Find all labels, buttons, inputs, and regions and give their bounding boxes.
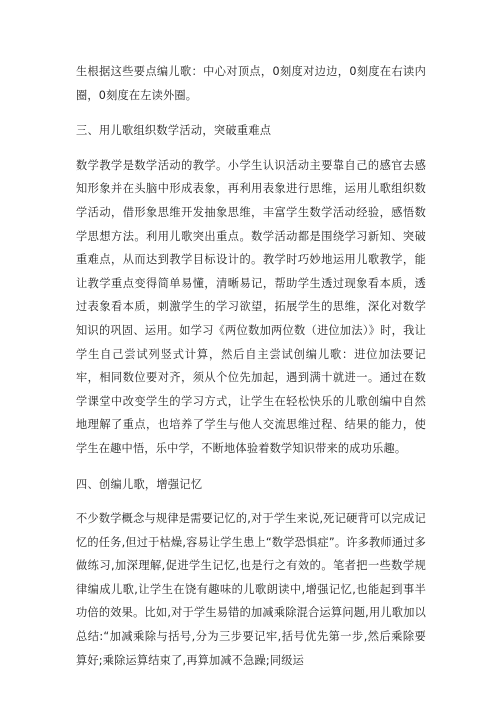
section-heading-4: 四、创编儿歌，增强记忆 bbox=[76, 477, 203, 491]
paragraph-section-4: 不少数学概念与规律是需要记忆的,对于学生来说,死记硬背可以完成记忆的任务,但过于枯燥,容易让学生患上“数学恐惧症”。许多教师通过多做练习,加深理解,促进学生记忆,也是行之有效的。笔者把一些数学规律编成儿歌,让学生在饶有趣味的儿歌朗读中,增强记忆,也能起到事半功倍的效果。比如,对于学生易错的加减乘除混合运算问题,用儿歌加以总结:“加减乘除与括号,分为三步要记牢,括号优先第一步,然后乘除要算好;乘除运算结束了,再算加减不急躁;同级运 bbox=[76, 512, 426, 667]
paragraph-continuation: 生根据这些要点编儿歌：中心对顶点，0刻度对边边，0刻度在右读内圈，0刻度在左读外圈。 bbox=[76, 65, 426, 102]
section-heading-3: 三、用儿歌组织数学活动，突破重难点 bbox=[76, 124, 272, 138]
document-body bbox=[76, 60, 426, 672]
paragraph-section-3: 数学教学是数学活动的教学。小学生认识活动主要靠自己的感官去感知形象并在头脑中形成表象，再利用表象进行思维，运用儿歌组织数学活动，借形象思维开发抽象思维，丰富学生数学活动经验，感悟数学思想方法。利用儿歌突出重点。数学活动都是围绕学习新知、突破重难点，从而达到教学目标设计的。教学时巧妙地运用儿歌教学，能让教学重点变得简单易懂，清晰易记，帮助学生透过现象看本质，透过表象看本质，刺激学生的学习欲望，拓展学生的思维，深化对数学知识的巩固、运用。如学习《两位数加两位数（进位加法）》时，我让学生自己尝试列竖式计算，然后自主尝试创编儿歌：进位加法要记牢，相同数位要对齐，须从个位先加起，遇到满十就进一。通过在数学课堂中改变学生的学习方式，让学生在轻松快乐的儿歌创编中自然地理解了重点，也培养了学生与他人交流思维过程、结果的能力，使学生在趣中悟，乐中学，不断地体验着数学知识带来的成功乐趣。 bbox=[76, 158, 426, 455]
